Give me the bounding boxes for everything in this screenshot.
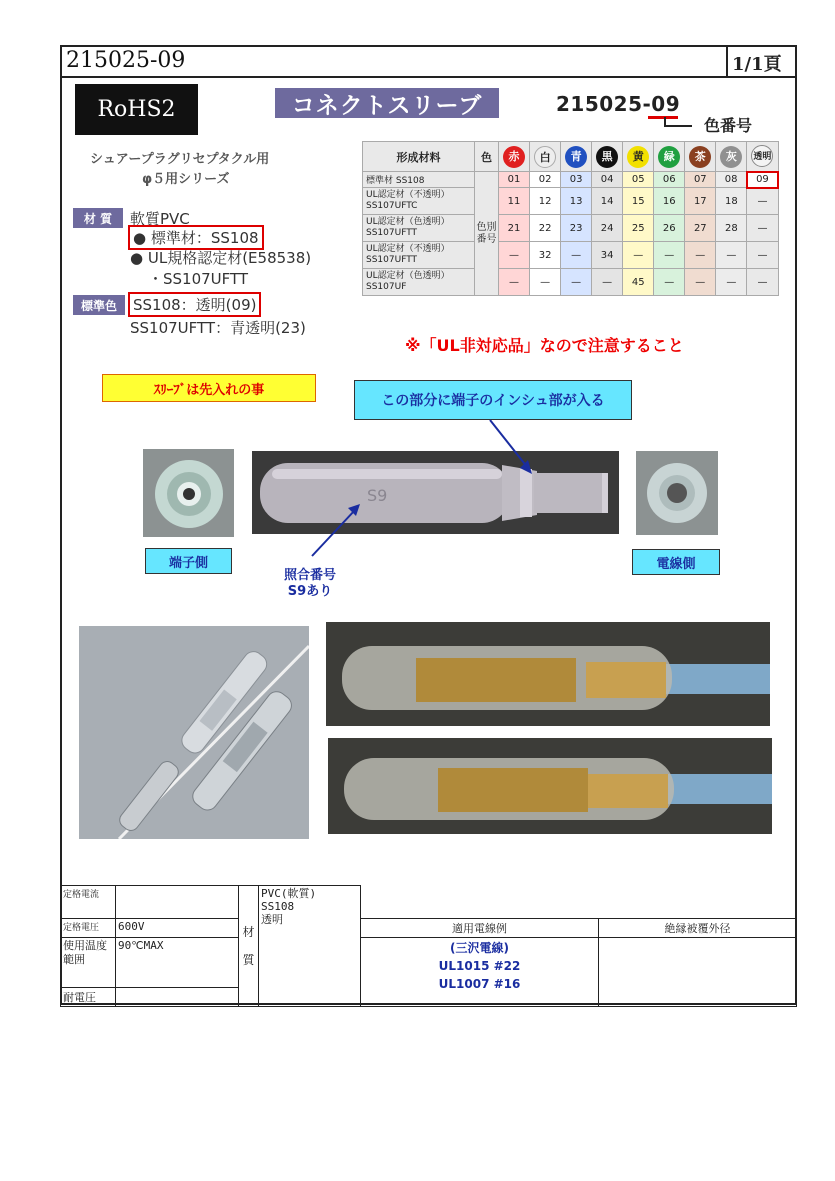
std-color-ss107: SS107UFTT：青透明(23) — [130, 319, 306, 337]
material-ul: ● UL規格認定材(E58538) — [130, 249, 312, 267]
cell: — — [716, 242, 747, 269]
row-material: UL認定材（不透明） SS107UFTC — [363, 188, 475, 215]
cell: — — [561, 269, 592, 296]
cell: 34 — [592, 242, 623, 269]
color-no-label: 色別番号 — [475, 172, 499, 296]
crimped-terminal-photo-bottom — [328, 738, 772, 834]
cell: — — [592, 269, 623, 296]
outer-diameter-header: 絶縁被覆外径 — [599, 919, 797, 938]
cell: — — [623, 242, 654, 269]
cell: — — [499, 269, 530, 296]
color-yellow: 黄 — [623, 142, 654, 172]
crimped-terminal-illustration-bottom — [328, 738, 772, 834]
sleeve-mark: S9 — [367, 486, 388, 505]
cell: 18 — [716, 188, 747, 215]
subtitle-line1: シュアープラグリセプタクル用 — [90, 152, 270, 167]
cell: 12 — [530, 188, 561, 215]
cell: 13 — [561, 188, 592, 215]
color-black: 黒 — [592, 142, 623, 172]
cell: 05 — [623, 172, 654, 188]
color-code-bracket — [664, 117, 692, 127]
crimped-terminal-illustration-top — [326, 622, 770, 726]
color-red: 赤 — [499, 142, 530, 172]
cell: — — [716, 269, 747, 296]
wire-side-photo — [636, 451, 718, 535]
temp-range-value: 90℃MAX — [116, 938, 239, 988]
header-material: 形成材料 — [363, 142, 475, 172]
cell: 11 — [499, 188, 530, 215]
cell: 17 — [685, 188, 716, 215]
cell: 27 — [685, 215, 716, 242]
cell: — — [561, 242, 592, 269]
cell: 32 — [530, 242, 561, 269]
color-blue: 青 — [561, 142, 592, 172]
match-number-label: 照合番号 — [283, 568, 336, 583]
withstand-voltage-value — [116, 988, 239, 1007]
cell: 45 — [623, 269, 654, 296]
material-values: PVC(軟質) SS108 透明 — [259, 886, 361, 1007]
doc-number: 215025-09 — [66, 48, 186, 73]
cell: 01 — [499, 172, 530, 188]
material-side-label: 材 質 — [239, 886, 259, 1007]
arrow-match-number — [312, 510, 355, 556]
std-color-tag: 標準色 — [73, 295, 125, 315]
cell: 02 — [530, 172, 561, 188]
cell: 06 — [654, 172, 685, 188]
header-divider — [60, 76, 797, 78]
color-brown: 茶 — [685, 142, 716, 172]
cell: — — [530, 269, 561, 296]
cell: 21 — [499, 215, 530, 242]
terminal-side-label: 端子側 — [145, 548, 232, 574]
cell: — — [747, 215, 778, 242]
cell: 28 — [716, 215, 747, 242]
color-clear: 透明 — [747, 142, 778, 172]
material-line: 軟質PVC — [130, 210, 190, 228]
sleeves-on-wire-illustration — [79, 626, 309, 839]
outer-diameter-value — [599, 938, 797, 1007]
cell: 25 — [623, 215, 654, 242]
terminal-end-view — [143, 449, 234, 537]
std-color-ss108: SS108：透明(09) — [128, 292, 261, 317]
cell: 15 — [623, 188, 654, 215]
cell: 24 — [592, 215, 623, 242]
spec-table — [60, 885, 797, 1007]
arrow-insulation — [490, 420, 528, 468]
ul-warning: ※「UL非対応品」なので注意すること — [405, 336, 684, 355]
cell: — — [654, 269, 685, 296]
cell: — — [685, 242, 716, 269]
cell: — — [747, 269, 778, 296]
rated-current-label: 定格電流 — [61, 886, 116, 919]
cell: 22 — [530, 215, 561, 242]
cell: — — [654, 242, 685, 269]
rohs-badge: RoHS2 — [75, 84, 198, 135]
cell: 03 — [561, 172, 592, 188]
wire-examples: (三沢電線) UL1015 #22 UL1007 #16 — [361, 938, 599, 1007]
note-insulation-section: この部分に端子のインシュ部が入る — [354, 380, 632, 420]
row-material: UL認定材（不透明） SS107UFTT — [363, 242, 475, 269]
temp-range-label: 使用温度範囲 — [61, 938, 116, 988]
cell: — — [685, 269, 716, 296]
note-insert-first: ｽﾘｰﾌﾞは先入れの事 — [102, 374, 316, 402]
blank-cell — [361, 886, 797, 919]
terminal-side-photo — [143, 449, 234, 537]
row-material: UL認定材（色透明） SS107UF — [363, 269, 475, 296]
cell: 07 — [685, 172, 716, 188]
cell: — — [747, 242, 778, 269]
cell: 14 — [592, 188, 623, 215]
color-white: 白 — [530, 142, 561, 172]
cell: — — [747, 188, 778, 215]
rated-current-value — [116, 886, 239, 919]
product-title: コネクトスリーブ — [275, 88, 499, 118]
wire-side-label: 電線側 — [632, 549, 720, 575]
row-material: UL認定材（色透明） SS107UFTT — [363, 215, 475, 242]
page-separator — [726, 45, 728, 76]
material-standard: ● 標準材：SS108 — [128, 225, 264, 250]
arrowhead-icon — [520, 460, 532, 474]
cell-selected: 09 — [747, 172, 778, 188]
cell: 16 — [654, 188, 685, 215]
color-gray: 灰 — [716, 142, 747, 172]
s9-label: S9あり — [287, 584, 333, 599]
header-color: 色 — [475, 142, 499, 172]
cell: 08 — [716, 172, 747, 188]
cell: 26 — [654, 215, 685, 242]
cell: 04 — [592, 172, 623, 188]
rated-voltage-label: 定格電圧 — [61, 919, 116, 938]
wire-header: 適用電線例 — [361, 919, 599, 938]
sleeves-on-wire-photo — [79, 626, 309, 839]
wire-end-view — [636, 451, 718, 535]
cell: 23 — [561, 215, 592, 242]
part-number: 215025-09 — [556, 92, 681, 116]
page-number: 1/1頁 — [732, 54, 782, 75]
withstand-voltage-label: 耐電圧 — [61, 988, 116, 1007]
cell: — — [499, 242, 530, 269]
color-green: 緑 — [654, 142, 685, 172]
material-ul-grade: ・SS107UFTT — [148, 270, 249, 288]
material-tag: 材 質 — [73, 208, 123, 228]
subtitle-line2: φ５用シリーズ — [142, 172, 230, 187]
color-code-table — [362, 141, 779, 296]
color-number-label: 色番号 — [704, 116, 753, 135]
crimped-terminal-photo-top — [326, 622, 770, 726]
annotation-arrows — [300, 410, 560, 570]
row-material: 標準材 SS108 — [363, 172, 475, 188]
rated-voltage-value: 600V — [116, 919, 239, 938]
